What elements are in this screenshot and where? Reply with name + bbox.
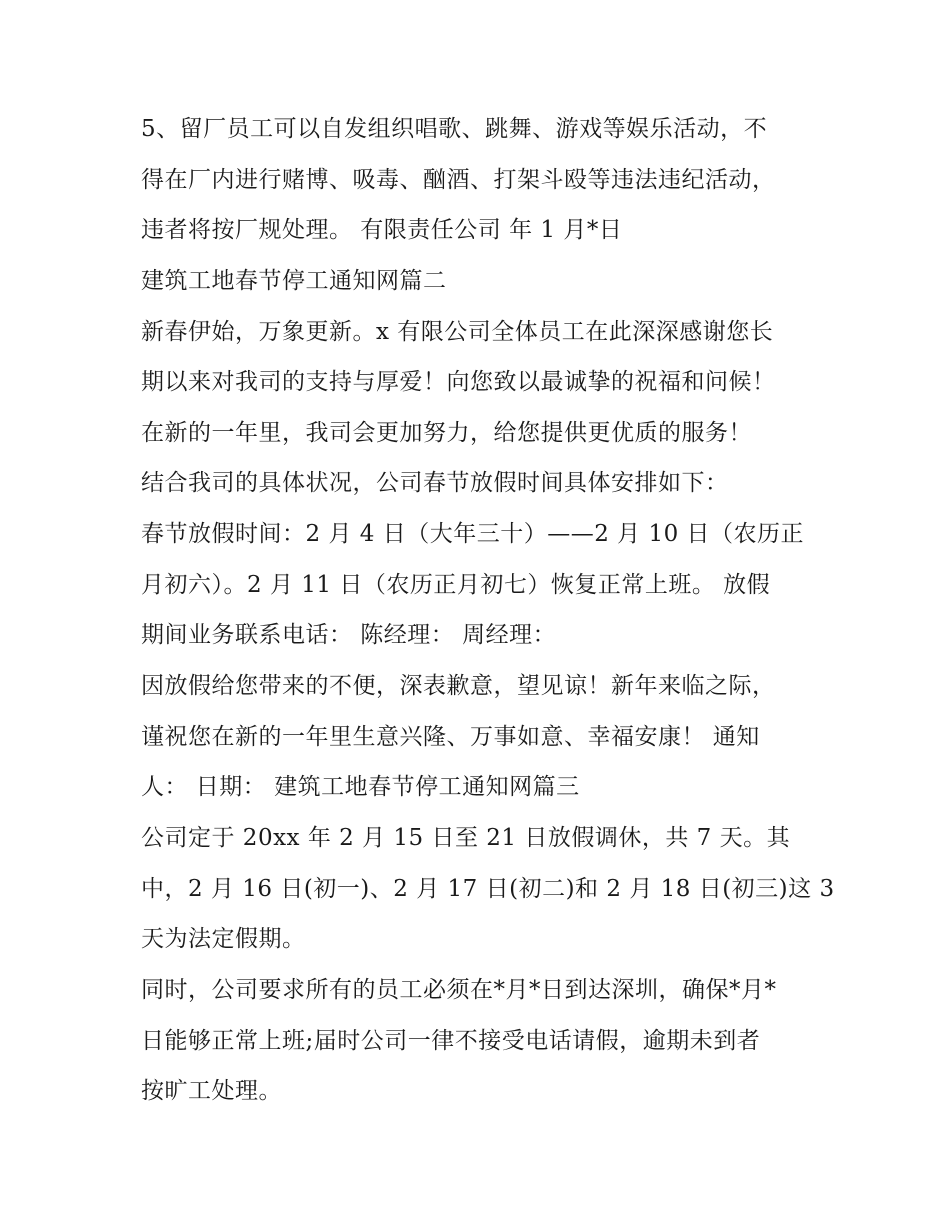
text-line: 期间业务联系电话： 陈经理： 周经理：: [141, 622, 557, 648]
text-line: 因放假给您带来的不便，深表歉意，望见谅！新年来临之际，: [141, 673, 776, 699]
text-line: 期以来对我司的支持与厚爱！向您致以最诚挚的祝福和问候！: [141, 369, 776, 395]
text-line: 新春伊始，万象更新。x 有限公司全体员工在此深深感谢您长: [141, 319, 774, 345]
text-line: 春节放假时间：2 月 4 日（大年三十）——2 月 10 日（农历正: [141, 521, 805, 547]
text-line: 违者将按厂规处理。 有限责任公司 年 1 月*日: [141, 217, 623, 243]
text-line: 得在厂内进行赌博、吸毒、酗酒、打架斗殴等违法违纪活动，: [141, 167, 776, 193]
text-line: 结合我司的具体状况，公司春节放假时间具体安排如下：: [141, 470, 729, 496]
text-line: 在新的一年里，我司会更加努力，给您提供更优质的服务！: [141, 420, 752, 446]
text-line: 同时，公司要求所有的员工必须在*月*日到达深圳，确保*月*: [141, 977, 777, 1003]
text-line: 中，2 月 16 日(初一)、2 月 17 日(初二)和 2 月 18 日(初三)这 3: [141, 876, 835, 902]
text-line: 按旷工处理。: [141, 1078, 282, 1104]
text-line: 公司定于 20xx 年 2 月 15 日至 21 日放假调休，共 7 天。其: [141, 825, 791, 851]
text-line: 月初六）。2 月 11 日（农历正月初七）恢复正常上班。 放假: [141, 572, 771, 598]
text-line: 5、留厂员工可以自发组织唱歌、跳舞、游戏等娱乐活动，不: [141, 116, 768, 142]
section-heading: 建筑工地春节停工通知网篇二: [141, 268, 447, 294]
text-line: 天为法定假期。: [141, 926, 306, 952]
text-line: 人： 日期： 建筑工地春节停工通知网篇三: [141, 774, 580, 800]
text-line: 日能够正常上班;届时公司一律不接受电话请假，逾期未到者: [141, 1028, 761, 1054]
text-line: 谨祝您在新的一年里生意兴隆、万事如意、幸福安康！ 通知: [141, 724, 760, 750]
